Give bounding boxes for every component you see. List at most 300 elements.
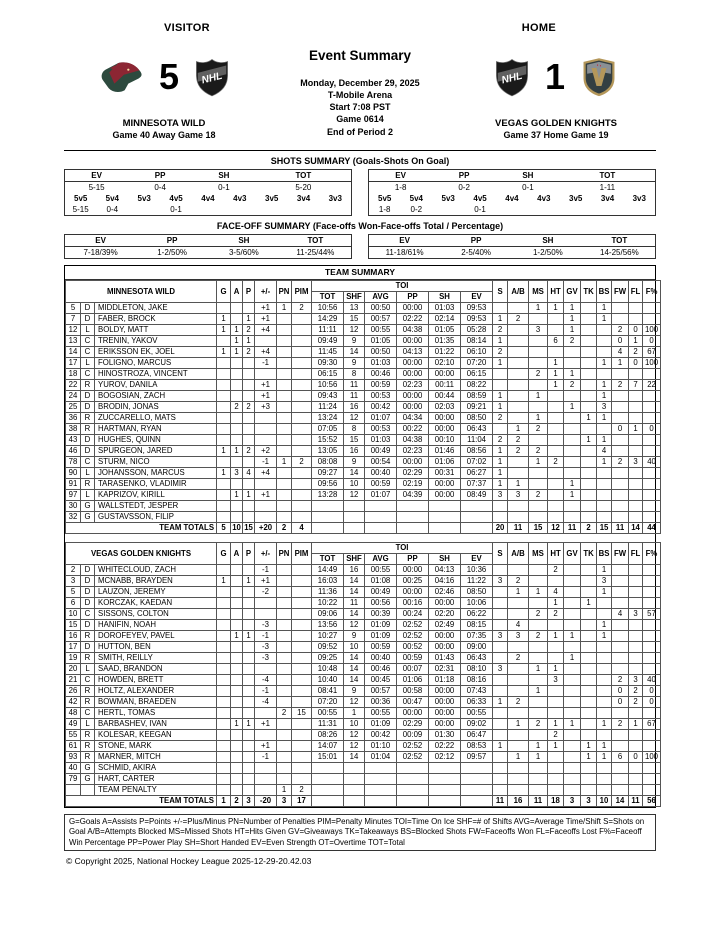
cell [243,763,255,774]
cell [597,490,612,501]
cell [429,501,461,512]
cell: 00:52 [397,642,429,653]
cell: 2 [529,424,548,435]
cell [292,741,312,752]
cell [397,774,429,785]
cell: 14:07 [312,741,344,752]
cell: 5-20 [295,183,312,192]
cell: R [81,741,95,752]
home-label: HOME [521,22,556,34]
cell: 38 [66,424,81,435]
cell: 10:06 [461,598,493,609]
cell [581,314,597,325]
cell [529,358,548,369]
cell: A [231,281,243,303]
cell: 1 [231,490,243,501]
cell: 00:59 [397,653,429,664]
cell [231,587,243,598]
cell [243,501,255,512]
cell [292,576,312,587]
cell: 0 [629,325,643,336]
cell [597,325,612,336]
cell [217,424,231,435]
cell: 00:55 [365,325,397,336]
cell: 5 [66,587,81,598]
cell: S [493,543,508,565]
cell [643,664,661,675]
cell [581,774,597,785]
cell: 1 [493,468,508,479]
cell [612,642,629,653]
cell [629,664,643,675]
cell [243,642,255,653]
cell [529,314,548,325]
cell [217,730,231,741]
cell [508,565,529,576]
player-row [66,336,661,347]
cell [231,763,243,774]
cell: 3 [493,490,508,501]
cell: SH [429,292,461,303]
cell: 06:15 [312,369,344,380]
cell: 5v5 [74,194,88,203]
cell: 04:39 [397,490,429,501]
cell: D [81,402,95,413]
team-totals-row [66,523,661,534]
cell [629,587,643,598]
team-totals-cell: 11 [564,523,581,534]
cell: +1 [255,490,277,501]
cell: 14:29 [312,314,344,325]
cell: 3 [493,631,508,642]
cell: 14 [344,576,365,587]
cell [529,697,548,708]
cell [508,347,529,358]
game-info-arena: T-Mobile Arena [327,90,393,101]
faceoff-table-visitor [64,234,352,259]
team-totals-cell: 44 [643,523,661,534]
cell: L [81,664,95,675]
cell: PN [277,281,292,303]
cell [255,763,277,774]
cell: 3 [548,675,564,686]
cell [508,413,529,424]
cell [217,620,231,631]
cell [581,653,597,664]
cell: 3 [629,457,643,468]
cell: BS [597,543,612,565]
team-totals-cell: 11 [629,796,643,807]
cell [629,741,643,752]
cell: 12 [344,325,365,336]
cell [629,479,643,490]
cell: 4v4 [505,194,519,203]
cell: 00:00 [397,457,429,468]
cell [292,609,312,620]
cell: 2 [508,446,529,457]
cell [255,424,277,435]
cell [564,565,581,576]
cell: 09:06 [312,609,344,620]
cell [612,708,629,719]
cell: 12 [344,730,365,741]
cell [292,664,312,675]
cell: 2 [612,675,629,686]
cell: TK [581,281,597,303]
cell: D [81,620,95,631]
cell: 02:49 [429,620,461,631]
cell [231,609,243,620]
cell [581,512,597,523]
cell: 2 [231,402,243,413]
cell [217,391,231,402]
cell [231,774,243,785]
cell [581,719,597,730]
cell [581,576,597,587]
cell: 1 [597,587,612,598]
cell: 00:40 [365,653,397,664]
cell [217,741,231,752]
cell: SHF [344,554,365,565]
cell: 00:00 [429,642,461,653]
cell: 06:33 [461,697,493,708]
cell: 09:49 [312,336,344,347]
cell: D [81,446,95,457]
cell: HARTMAN, RYAN [95,424,217,435]
cell: 00:11 [429,380,461,391]
cell: 4 [597,446,612,457]
cell: 11:22 [461,576,493,587]
cell [231,358,243,369]
cell: 06:10 [461,347,493,358]
cell: 07:20 [312,697,344,708]
cell: 49 [66,719,81,730]
cell [581,336,597,347]
cell: 00:39 [365,609,397,620]
cell [217,686,231,697]
cell: R [81,730,95,741]
cell [493,752,508,763]
cell: 13:24 [312,413,344,424]
cell: 06:43 [461,653,493,664]
team-totals-cell: 4 [292,523,312,534]
cell: 02:29 [397,719,429,730]
cell: 3 [66,576,81,587]
cell: 0-2 [458,183,470,192]
cell: STONE, MARK [95,741,217,752]
cell: 00:53 [365,424,397,435]
cell [255,664,277,675]
cell: ZUCCARELLO, MATS [95,413,217,424]
cell: PP [397,554,429,565]
player-row [66,314,661,325]
cell: R [81,479,95,490]
cell [508,501,529,512]
team-totals-cell [461,796,493,807]
cell [243,369,255,380]
cell [231,501,243,512]
cell: 4v5 [473,194,487,203]
cell [597,468,612,479]
game-info-date: Monday, December 29, 2025 [300,78,420,88]
cell [217,752,231,763]
cell [231,435,243,446]
team-totals-cell [397,523,429,534]
cell [292,631,312,642]
team-totals-cell [429,796,461,807]
cell: SH [496,170,560,182]
cell [292,391,312,402]
cell: 1 [548,741,564,752]
cell: 00:00 [429,631,461,642]
cell [643,369,661,380]
cell [243,620,255,631]
cell [548,620,564,631]
cell [243,457,255,468]
cell: EV [461,292,493,303]
cell: 01:03 [429,303,461,314]
cell [564,664,581,675]
cell [217,774,231,785]
cell: 1 [548,631,564,642]
cell: 24 [66,391,81,402]
cell [365,774,397,785]
cell [217,369,231,380]
cell [529,653,548,664]
cell: 5v4 [409,194,423,203]
cell: 1 [629,336,643,347]
cell: 18 [66,369,81,380]
cell [493,587,508,598]
cell: 5-15 [88,183,105,192]
cell: 14 [344,752,365,763]
cell [277,565,292,576]
cell [243,413,255,424]
cell [461,512,493,523]
cell: 00:00 [397,391,429,402]
cell: WHITECLOUD, ZACH [95,565,217,576]
cell: S [493,281,508,303]
game-info-start: Start 7:08 PST [329,102,391,113]
team-totals-cell: 2 [231,796,243,807]
cell [548,424,564,435]
cell: 2 [243,402,255,413]
cell [581,763,597,774]
cell: SH [429,554,461,565]
cell: 48 [66,708,81,719]
team-totals-cell: 3 [564,796,581,807]
cell [629,369,643,380]
cell [277,752,292,763]
cell [292,358,312,369]
cell [217,763,231,774]
cell: 1 [581,413,597,424]
cell: FW [612,543,629,565]
player-row [66,565,661,576]
cell: 00:00 [429,424,461,435]
cell [365,501,397,512]
cell: DOROFEYEV, PAVEL [95,631,217,642]
cell: HANIFIN, NOAH [95,620,217,631]
cell [612,468,629,479]
copyright-line: © Copyright 2025, National Hockey League 2025-12-29-20.42.03 [66,855,312,866]
cell: 15 [344,435,365,446]
cell [508,609,529,620]
cell: 01:08 [365,576,397,587]
cell: 1 [597,719,612,730]
cell [643,479,661,490]
cell: 91 [66,479,81,490]
team-totals-cell: 3 [243,796,255,807]
cell: G [81,501,95,512]
cell: 00:50 [365,347,397,358]
cell [461,785,493,796]
cell: R [81,631,95,642]
cell [217,719,231,730]
shots-table-home [368,169,656,216]
shots-summary-title: SHOTS SUMMARY (Goals-Shots On Goal) [270,156,450,166]
cell [597,369,612,380]
cell [508,457,529,468]
cell: 1 [529,457,548,468]
cell [231,741,243,752]
cell: 00:47 [397,697,429,708]
cell: 1 [529,686,548,697]
cell [612,730,629,741]
cell [597,598,612,609]
game-info-period: End of Period 2 [326,126,393,137]
cell: 01:03 [365,435,397,446]
player-row [66,369,661,380]
player-row [66,598,661,609]
cell [243,752,255,763]
cell: A/B [508,281,529,303]
cell [255,435,277,446]
cell [564,609,581,620]
cell: TOT [584,235,656,247]
cell [629,620,643,631]
cell [243,609,255,620]
player-row [66,402,661,413]
cell: 2 [243,446,255,457]
cell [292,642,312,653]
cell: 10:56 [312,380,344,391]
cell: AVG [365,292,397,303]
player-row [66,347,661,358]
cell: 1 [493,336,508,347]
cell: 3v4 [296,194,311,203]
cell [508,598,529,609]
team-totals-cell: 14 [629,523,643,534]
cell: 7-18/39% [83,248,118,257]
cell [643,413,661,424]
cell [612,763,629,774]
cell: SHF [344,292,365,303]
cell [564,785,581,796]
cell [528,204,560,216]
cell [529,512,548,523]
cell: 02:52 [397,741,429,752]
cell [629,391,643,402]
cell [629,446,643,457]
cell [643,763,661,774]
cell: 2 [508,314,529,325]
cell: HUGHES, QUINN [95,435,217,446]
shots-summary-tables [64,169,656,216]
cell [277,512,292,523]
cell: 5v3 [441,194,455,203]
player-row [66,620,661,631]
cell [217,642,231,653]
cell: 42 [66,697,81,708]
cell: SH [208,235,280,247]
team-totals-cell [397,796,429,807]
cell [548,479,564,490]
cell: 1 [493,741,508,752]
cell: -3 [255,620,277,631]
cell: 2 [493,347,508,358]
cell: 01:06 [429,457,461,468]
cell [564,642,581,653]
cell [508,512,529,523]
team-totals-cell [365,523,397,534]
roster-table-min [65,280,661,534]
cell: 36 [66,413,81,424]
cell: +2 [255,446,277,457]
cell: 08:50 [461,587,493,598]
cell: MCNABB, BRAYDEN [95,576,217,587]
cell [292,763,312,774]
cell [548,402,564,413]
cell: 1 [217,576,231,587]
cell [312,512,344,523]
event-summary-title: Event Summary [308,48,412,63]
cell [560,204,592,216]
cell: 19 [66,653,81,664]
event-info-block [270,46,450,138]
cell [255,336,277,347]
cell [529,479,548,490]
cell: 00:09 [397,730,429,741]
cell: +4 [255,347,277,358]
cell: 4v5 [169,194,183,203]
cell [292,435,312,446]
cell: TEAM PENALTY [95,785,217,796]
cell: 00:55 [365,565,397,576]
cell: 1 [529,303,548,314]
cell: 30 [66,501,81,512]
cell: 09:53 [461,303,493,314]
cell [581,730,597,741]
cell [243,303,255,314]
cell [292,468,312,479]
cell [344,763,365,774]
cell: KOLESAR, KEEGAN [95,730,217,741]
cell: 1 [529,664,548,675]
player-row [66,446,661,457]
team-totals-cell: 3 [277,796,292,807]
cell [292,347,312,358]
cell: 08:15 [461,620,493,631]
cell: 08:08 [312,457,344,468]
cell [292,697,312,708]
cell [597,708,612,719]
team-totals-cell: 20 [493,523,508,534]
cell [581,468,597,479]
cell [243,785,255,796]
cell: 01:10 [365,741,397,752]
player-row [66,490,661,501]
